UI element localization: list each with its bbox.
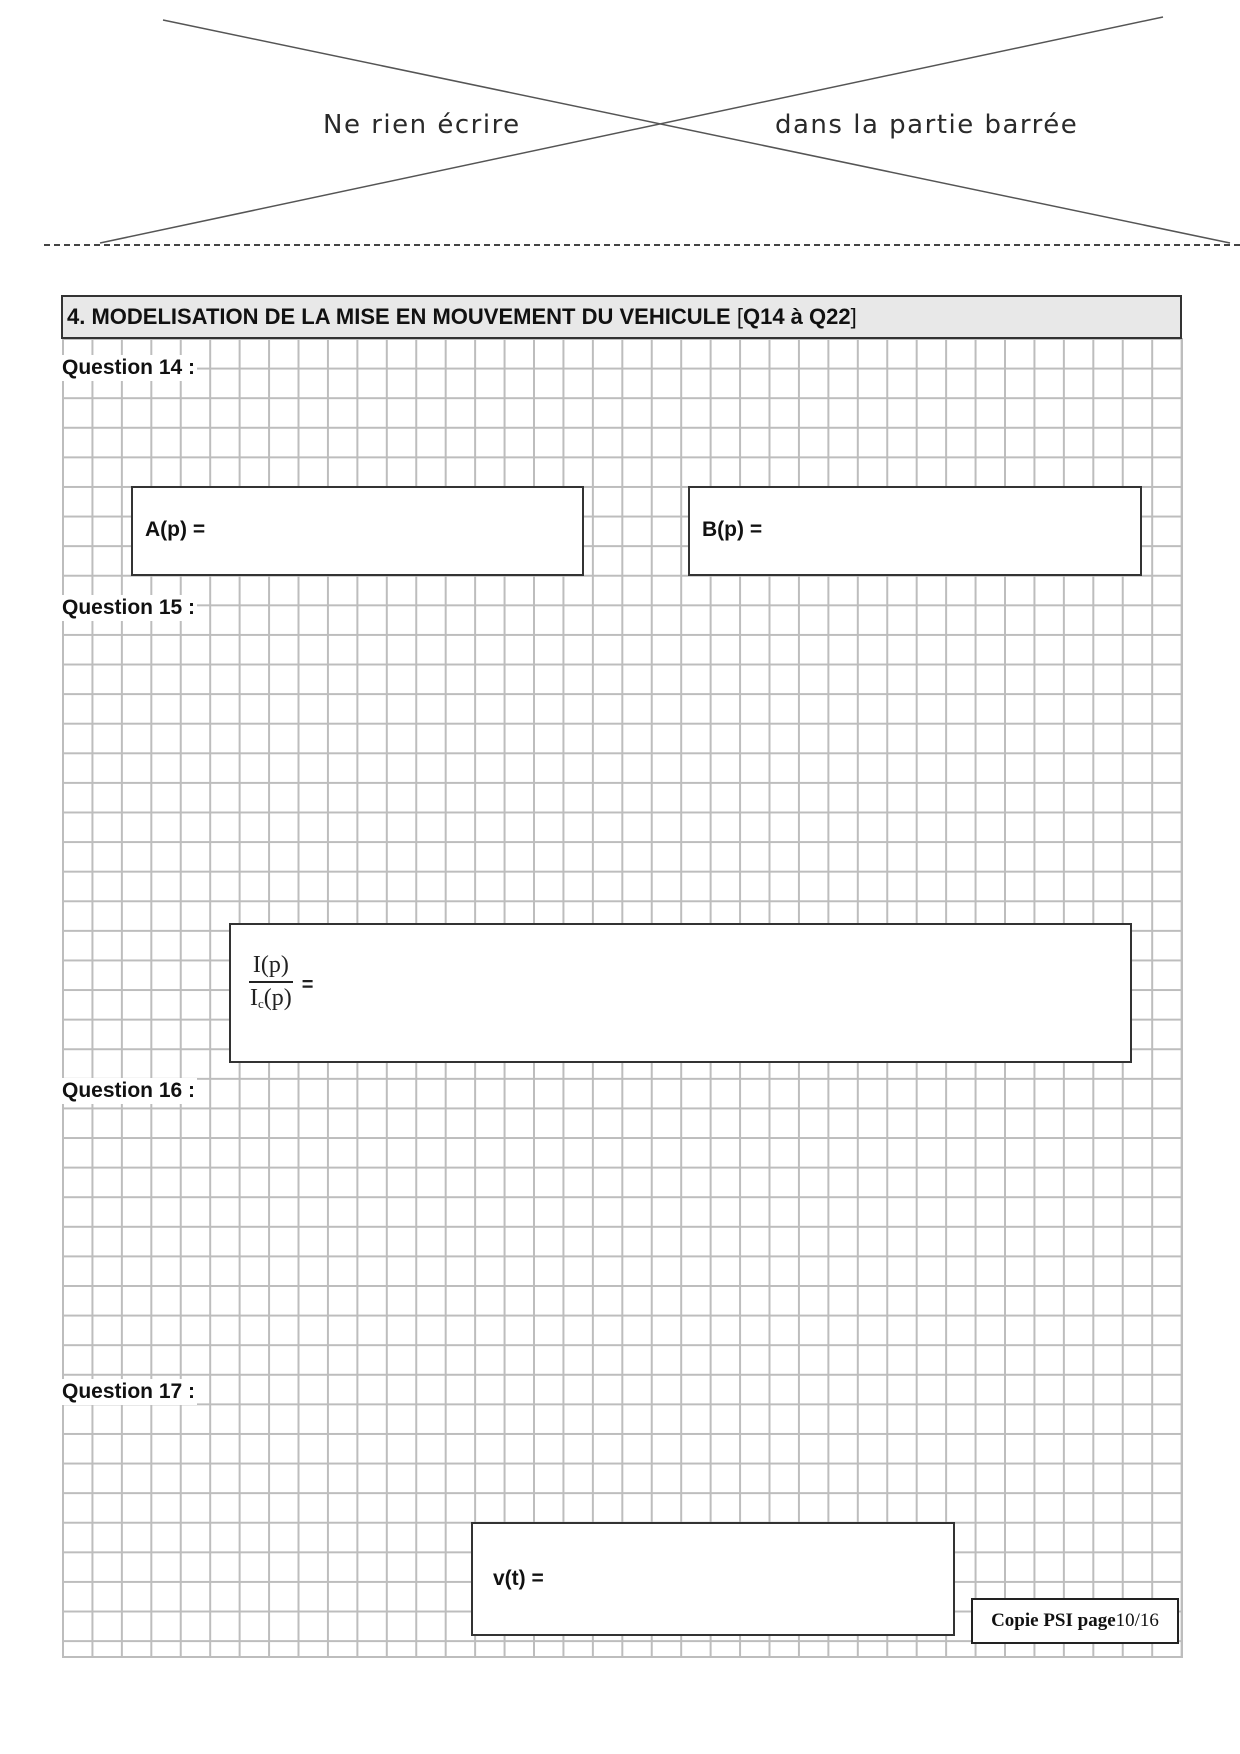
section-title-range: Q14 à Q22 bbox=[742, 304, 851, 329]
crossed-zone-left-text: Ne rien écrire bbox=[323, 110, 521, 140]
fraction bbox=[246, 951, 296, 1019]
question-15-label: Question 15 : bbox=[62, 596, 196, 619]
question-17-label: Question 17 : bbox=[62, 1380, 196, 1403]
section-bracket-close: ] bbox=[850, 304, 857, 329]
footer-page-number: 10/16 bbox=[1115, 1610, 1159, 1631]
answer-b-label: B(p) = bbox=[702, 518, 763, 541]
answer-box-v[interactable] bbox=[471, 1522, 955, 1636]
question-14-label: Question 14 : bbox=[62, 356, 196, 379]
answer-box-b[interactable] bbox=[688, 486, 1142, 576]
footer-label: Copie PSI page bbox=[991, 1610, 1116, 1631]
page-footer bbox=[971, 1598, 1179, 1644]
section-bracket-open: [ bbox=[736, 304, 743, 329]
fraction-numerator: I(p) bbox=[249, 951, 293, 983]
section-title-main: 4. MODELISATION DE LA MISE EN MOUVEMENT DU VEHICULE bbox=[67, 304, 731, 329]
fraction-denominator: $I_c(p)$ bbox=[250, 985, 292, 1011]
answer-v-label: v(t) = bbox=[493, 1567, 544, 1590]
transfer-function-expression bbox=[246, 951, 313, 1019]
equals-sign: = bbox=[301, 973, 314, 996]
section-title bbox=[61, 295, 1182, 339]
cut-line bbox=[44, 244, 1240, 246]
crossed-zone-right-text: dans la partie barrée bbox=[775, 110, 1079, 140]
answer-box-a[interactable] bbox=[131, 486, 584, 576]
question-16-label: Question 16 : bbox=[62, 1079, 196, 1102]
answer-a-label: A(p) = bbox=[145, 518, 206, 541]
answer-box-transfer-function[interactable] bbox=[229, 923, 1132, 1063]
